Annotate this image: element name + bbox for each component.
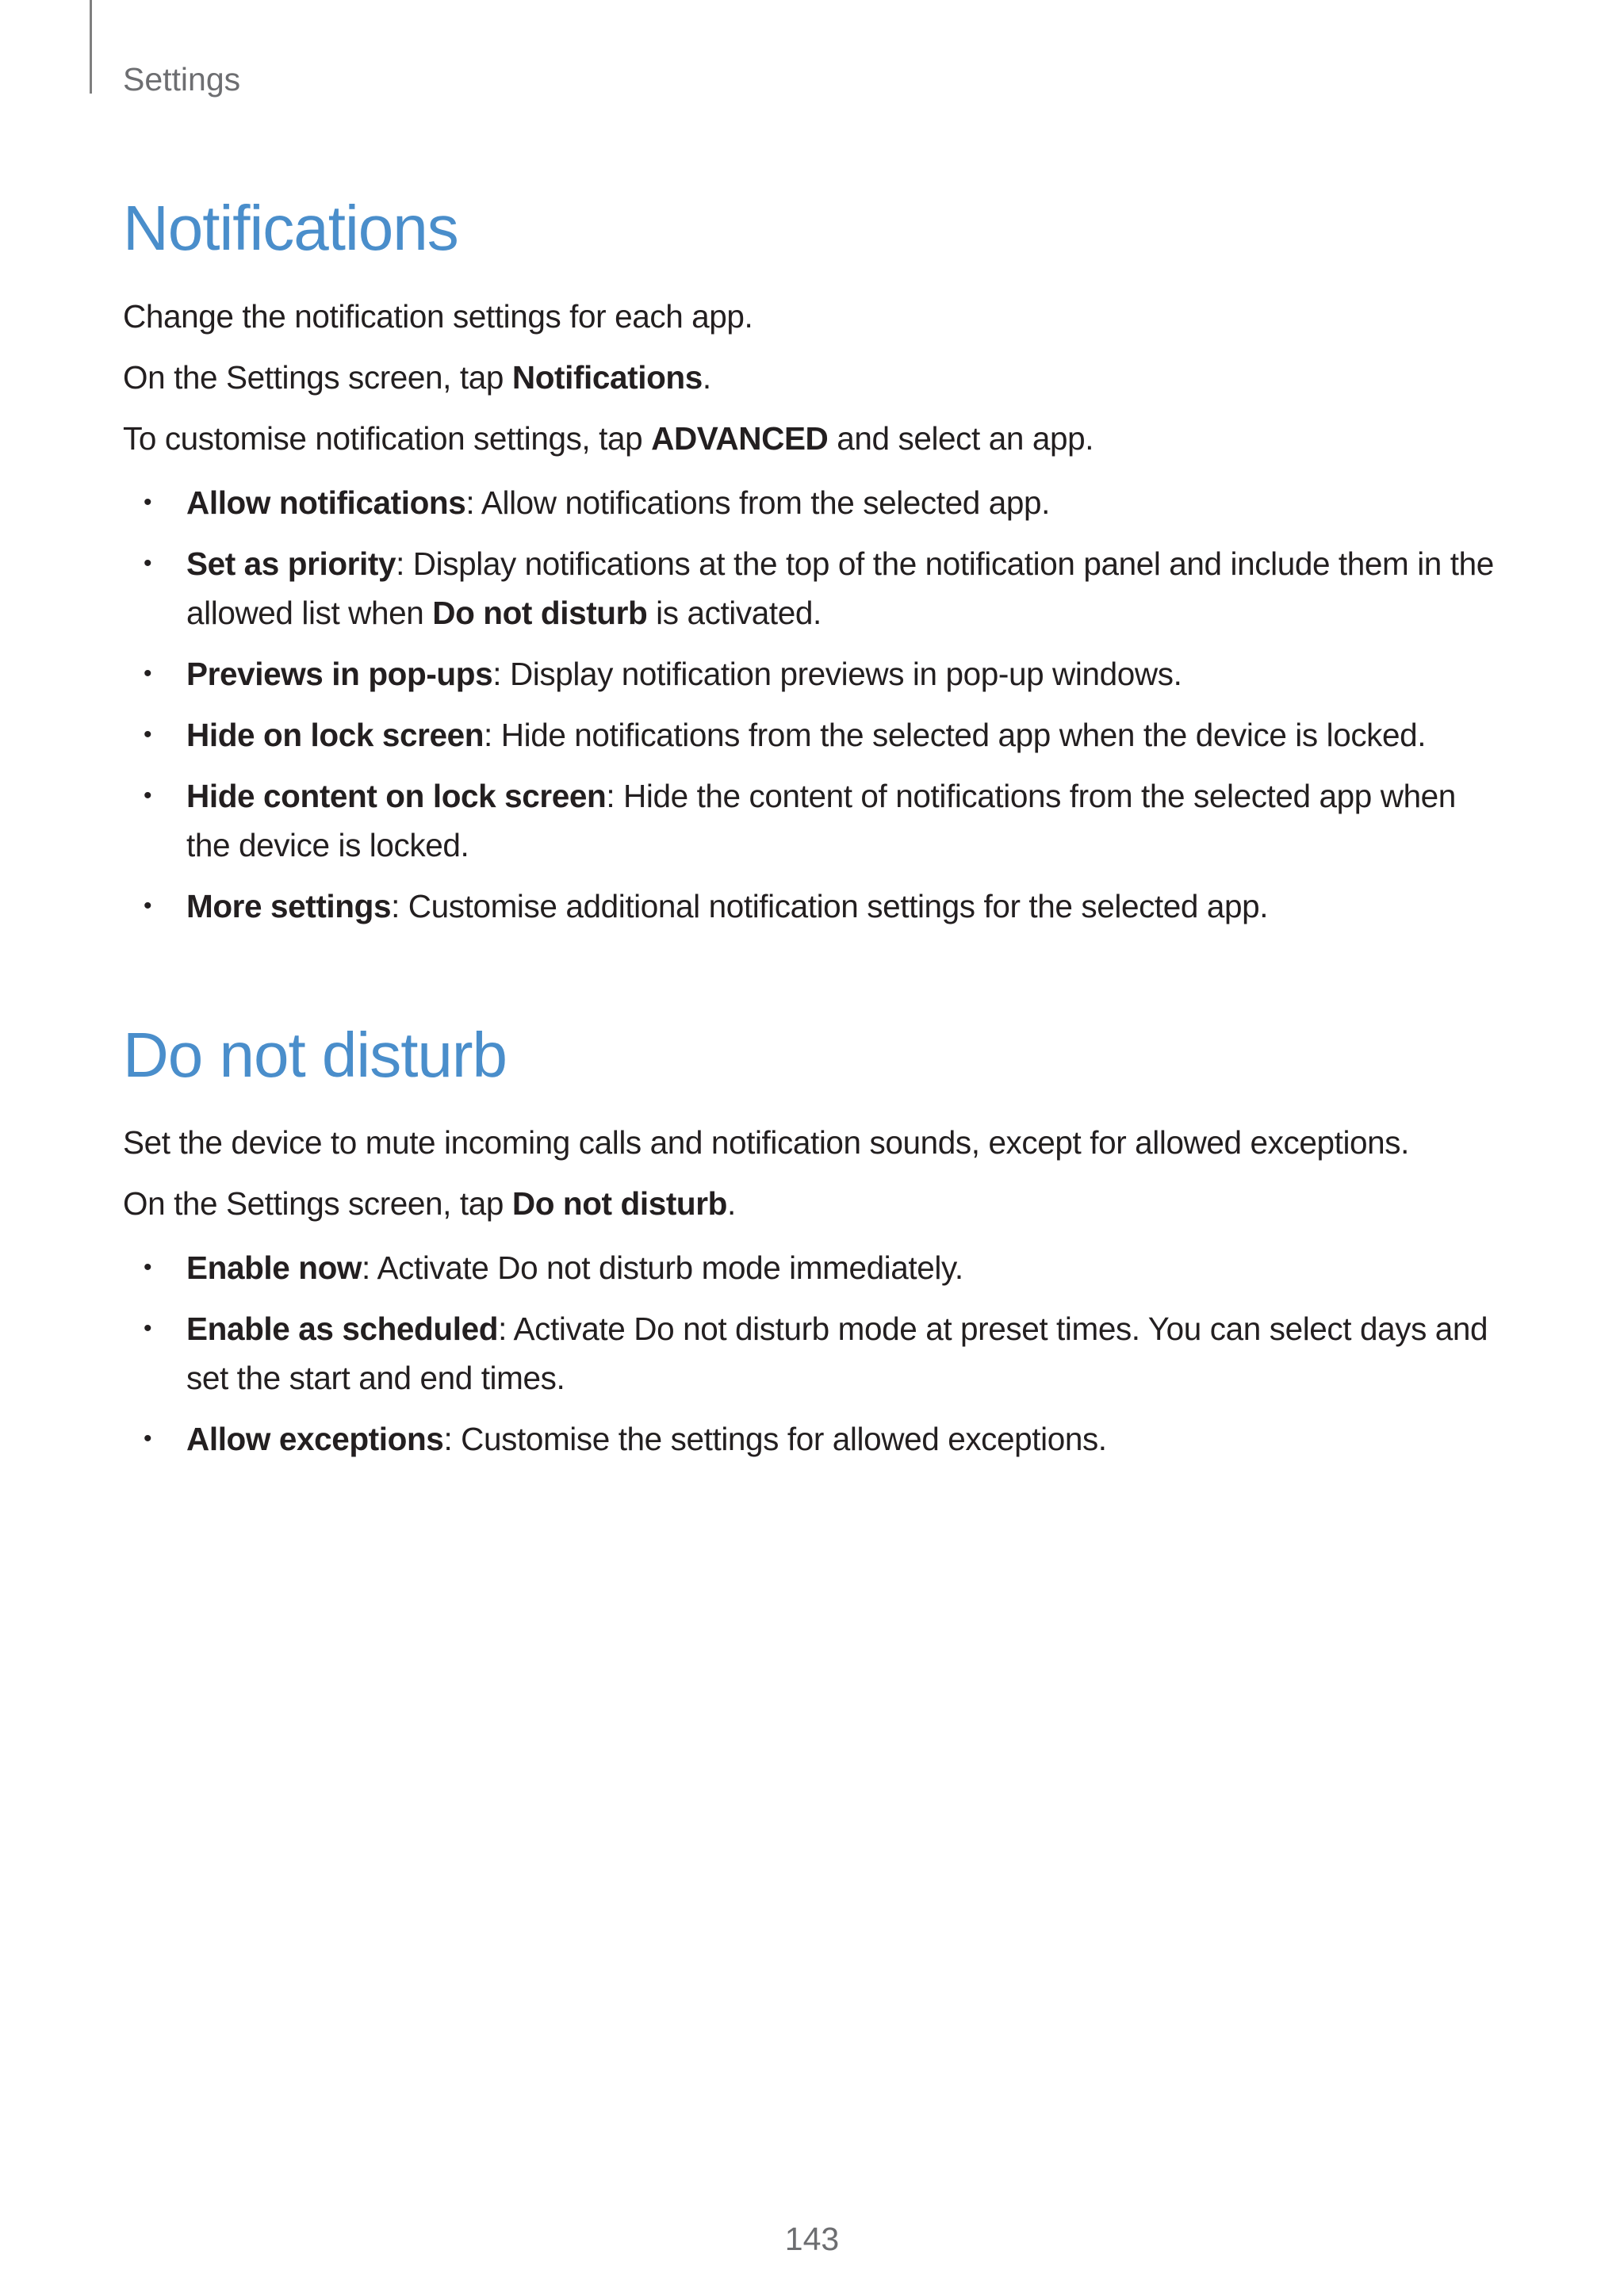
bullet-icon: • [144,721,152,748]
list-item [123,539,1503,637]
page-number: 143 [784,2221,840,2257]
bullet-icon: • [144,1425,152,1452]
option-term: More settings [186,888,392,924]
notifications-tap-instruction [123,353,1503,402]
option-term: Previews in pop-ups [186,656,493,692]
tap-target: Do not disturb [511,1185,727,1222]
list-item [123,882,1503,931]
option-term: Enable now [186,1249,362,1286]
bullet-icon: • [144,550,152,576]
do-not-disturb-intro: Set the device to mute incoming calls and notification sounds, except for allowed exceptions. [123,1124,1409,1161]
bullet-icon: • [144,1254,152,1280]
list-item [123,1414,1503,1464]
list-item [123,649,1503,698]
list-item [123,771,1503,870]
notifications-title: Notifications [123,193,458,263]
option-description: : Activate Do not disturb mode at preset times. You can select days and set the start and end times. [186,1311,1488,1396]
notifications-customise-instruction [123,414,1503,463]
option-description: : Display notification previews in pop-up windows. [492,656,1182,692]
bullet-icon: • [144,489,152,515]
customise-prefix: To customise notification settings, tap [123,420,652,457]
do-not-disturb-option-list [123,1243,1503,1475]
list-item [123,478,1503,527]
option-term-inline: Do not disturb [432,595,648,631]
tap-suffix: . [726,1185,736,1222]
option-term: Hide content on lock screen [186,778,607,814]
bullet-icon: • [144,660,152,687]
bullet-icon: • [144,1315,152,1341]
list-item [123,1304,1503,1402]
list-item [123,710,1503,760]
customise-target: ADVANCED [651,420,829,457]
option-term: Enable as scheduled [186,1311,499,1347]
option-description-end: is activated. [647,595,822,631]
customise-suffix: and select an app. [828,420,1094,457]
tap-target: Notifications [511,359,703,396]
running-header: Settings [123,61,241,98]
notifications-option-list [123,478,1503,943]
notifications-intro: Change the notification settings for each app. [123,298,753,335]
bullet-icon: • [144,893,152,919]
option-description: : Activate Do not disturb mode immediately. [362,1249,963,1286]
tap-prefix: On the Settings screen, tap [123,359,512,396]
option-term: Set as priority [186,545,396,582]
option-description: : Customise additional notification settings for the selected app. [391,888,1269,924]
list-item [123,1243,1503,1292]
option-term: Hide on lock screen [186,717,485,753]
option-description: : Customise the settings for allowed exceptions. [443,1421,1107,1457]
tap-suffix: . [702,359,711,396]
option-description: : Hide the content of notifications from the selected app when the device is locked. [186,778,1456,863]
option-description: : Allow notifications from the selected app. [465,484,1050,521]
option-description: : Hide notifications from the selected app when the device is locked. [484,717,1427,753]
header-rule [90,0,92,94]
tap-prefix: On the Settings screen, tap [123,1185,512,1222]
option-term: Allow exceptions [186,1421,444,1457]
do-not-disturb-tap-instruction [123,1179,1503,1228]
bullet-icon: • [144,783,152,809]
option-description: : Display notifications at the top of the notification panel and include them in the allowed list when [186,545,1494,631]
option-term: Allow notifications [186,484,466,521]
do-not-disturb-title: Do not disturb [123,1020,508,1090]
